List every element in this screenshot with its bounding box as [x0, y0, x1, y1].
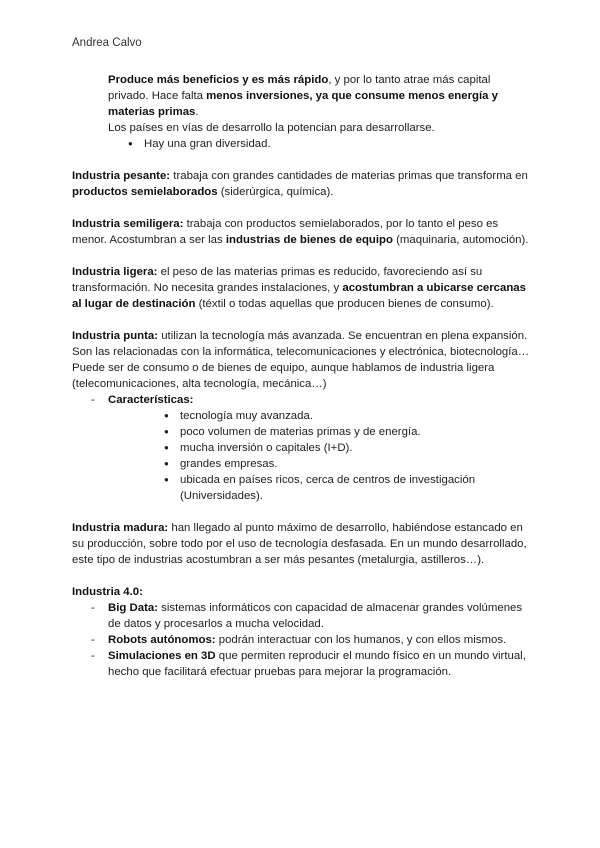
- list-item: ● tecnología muy avanzada.: [108, 408, 532, 424]
- punta-text: utilizan la tecnología más avanzada. Se encuentran en plena expansión. Son las relacionadas con la informática, telecomunicaciones y electrónica, biotecnología… Puede ser de consumo o de bienes de equipo, aunque hablamos de industria ligera (telecomunicaciones, alta tecnología, mecánica…): [72, 330, 530, 390]
- list-item: [72, 632, 532, 648]
- list-item: [72, 392, 532, 504]
- term-i40: Industria 4.0:: [72, 586, 143, 598]
- ligera-text-2: (téxtil o todas aquellas que producen bienes de consumo).: [195, 298, 494, 310]
- list-item: ● poco volumen de materias primas y de energía.: [108, 424, 532, 440]
- i40-item-term: Simulaciones en 3D: [108, 650, 216, 662]
- i40-item-term: Big Data:: [108, 602, 158, 614]
- term-ligera: Industria ligera:: [72, 266, 158, 278]
- intro-text-1: , y por lo tanto atrae más capital privado. Hace falta: [108, 74, 491, 102]
- i40-item-text: podrán interactuar con los humanos, y con ellos mismos.: [215, 634, 507, 646]
- i40-item-text: que permiten reproducir el mundo físico en un mundo virtual, hecho que facilitará efectuar pruebas para mejorar la programación.: [108, 650, 526, 678]
- punta-paragraph: [72, 328, 532, 392]
- list-item: ● grandes empresas.: [108, 456, 532, 472]
- i40-item-term: Robots autónomos:: [108, 634, 216, 646]
- punta-list: [72, 392, 532, 504]
- intro-bold-1: Produce más beneficios y es más rápido: [108, 74, 329, 86]
- i40-list: [72, 600, 532, 680]
- list-item: ● Hay una gran diversidad.: [72, 136, 532, 152]
- document-body: [72, 72, 532, 680]
- characteristics-label: Características:: [108, 394, 194, 406]
- madura-text: han llegado al punto máximo de desarrollo, habiéndose estancado en su producción, sobre todo por el uso de tecnología desfasada. En un mundo desarrollado, este tipo de industrias acostumbran a ser más pesantes (metalurgia, astilleros…).: [72, 522, 527, 566]
- intro-line-2: Los países en vías de desarrollo la potencian para desarrollarse.: [108, 122, 435, 134]
- pesante-bold: productos semielaborados: [72, 186, 218, 198]
- pesante-text-1: trabaja con grandes cantidades de materias primas que transforma en: [170, 170, 528, 182]
- term-punta: Industria punta:: [72, 330, 159, 342]
- term-pesante: Industria pesante:: [72, 170, 171, 182]
- ligera-text-1: el peso de las materias primas es reducido, favoreciendo así su transformación. No necesita grandes instalaciones, y: [72, 266, 483, 294]
- pesante-paragraph: [72, 168, 532, 200]
- semiligera-text-1: trabaja con productos semielaborados, por lo tanto el peso es menor. Acostumbran a ser las: [72, 218, 499, 246]
- i40-heading: [72, 584, 532, 600]
- semiligera-paragraph: [72, 216, 532, 248]
- ligera-paragraph: [72, 264, 532, 312]
- madura-paragraph: [72, 520, 532, 568]
- list-item: [72, 648, 532, 680]
- pesante-text-2: (siderúrgica, química).: [217, 186, 334, 198]
- i40-item-text: sistemas informáticos con capacidad de almacenar grandes volúmenes de datos y procesarlos a mucha velocidad.: [108, 602, 523, 630]
- ligera-bold: acostumbran a ubicarse cercanas al lugar de destinación: [72, 282, 526, 310]
- intro-text-2: .: [195, 106, 199, 118]
- intro-bold-2: menos inversiones, ya que consume menos energía y materias primas: [108, 90, 498, 118]
- list-item: ● mucha inversión o capitales (I+D).: [108, 440, 532, 456]
- semiligera-text-2: (maquinaria, automoción).: [392, 234, 529, 246]
- list-item: ● ubicada en países ricos, cerca de centros de investigación (Universidades).: [108, 472, 532, 504]
- term-semiligera: Industria semiligera:: [72, 218, 184, 230]
- header-author: Andrea Calvo: [72, 37, 142, 49]
- term-madura: Industria madura:: [72, 522, 169, 534]
- characteristics-list: [108, 408, 532, 504]
- intro-bullets: [72, 136, 532, 152]
- list-item: [72, 600, 532, 632]
- semiligera-bold: industrias de bienes de equipo: [225, 234, 393, 246]
- intro-paragraph: [72, 72, 532, 120]
